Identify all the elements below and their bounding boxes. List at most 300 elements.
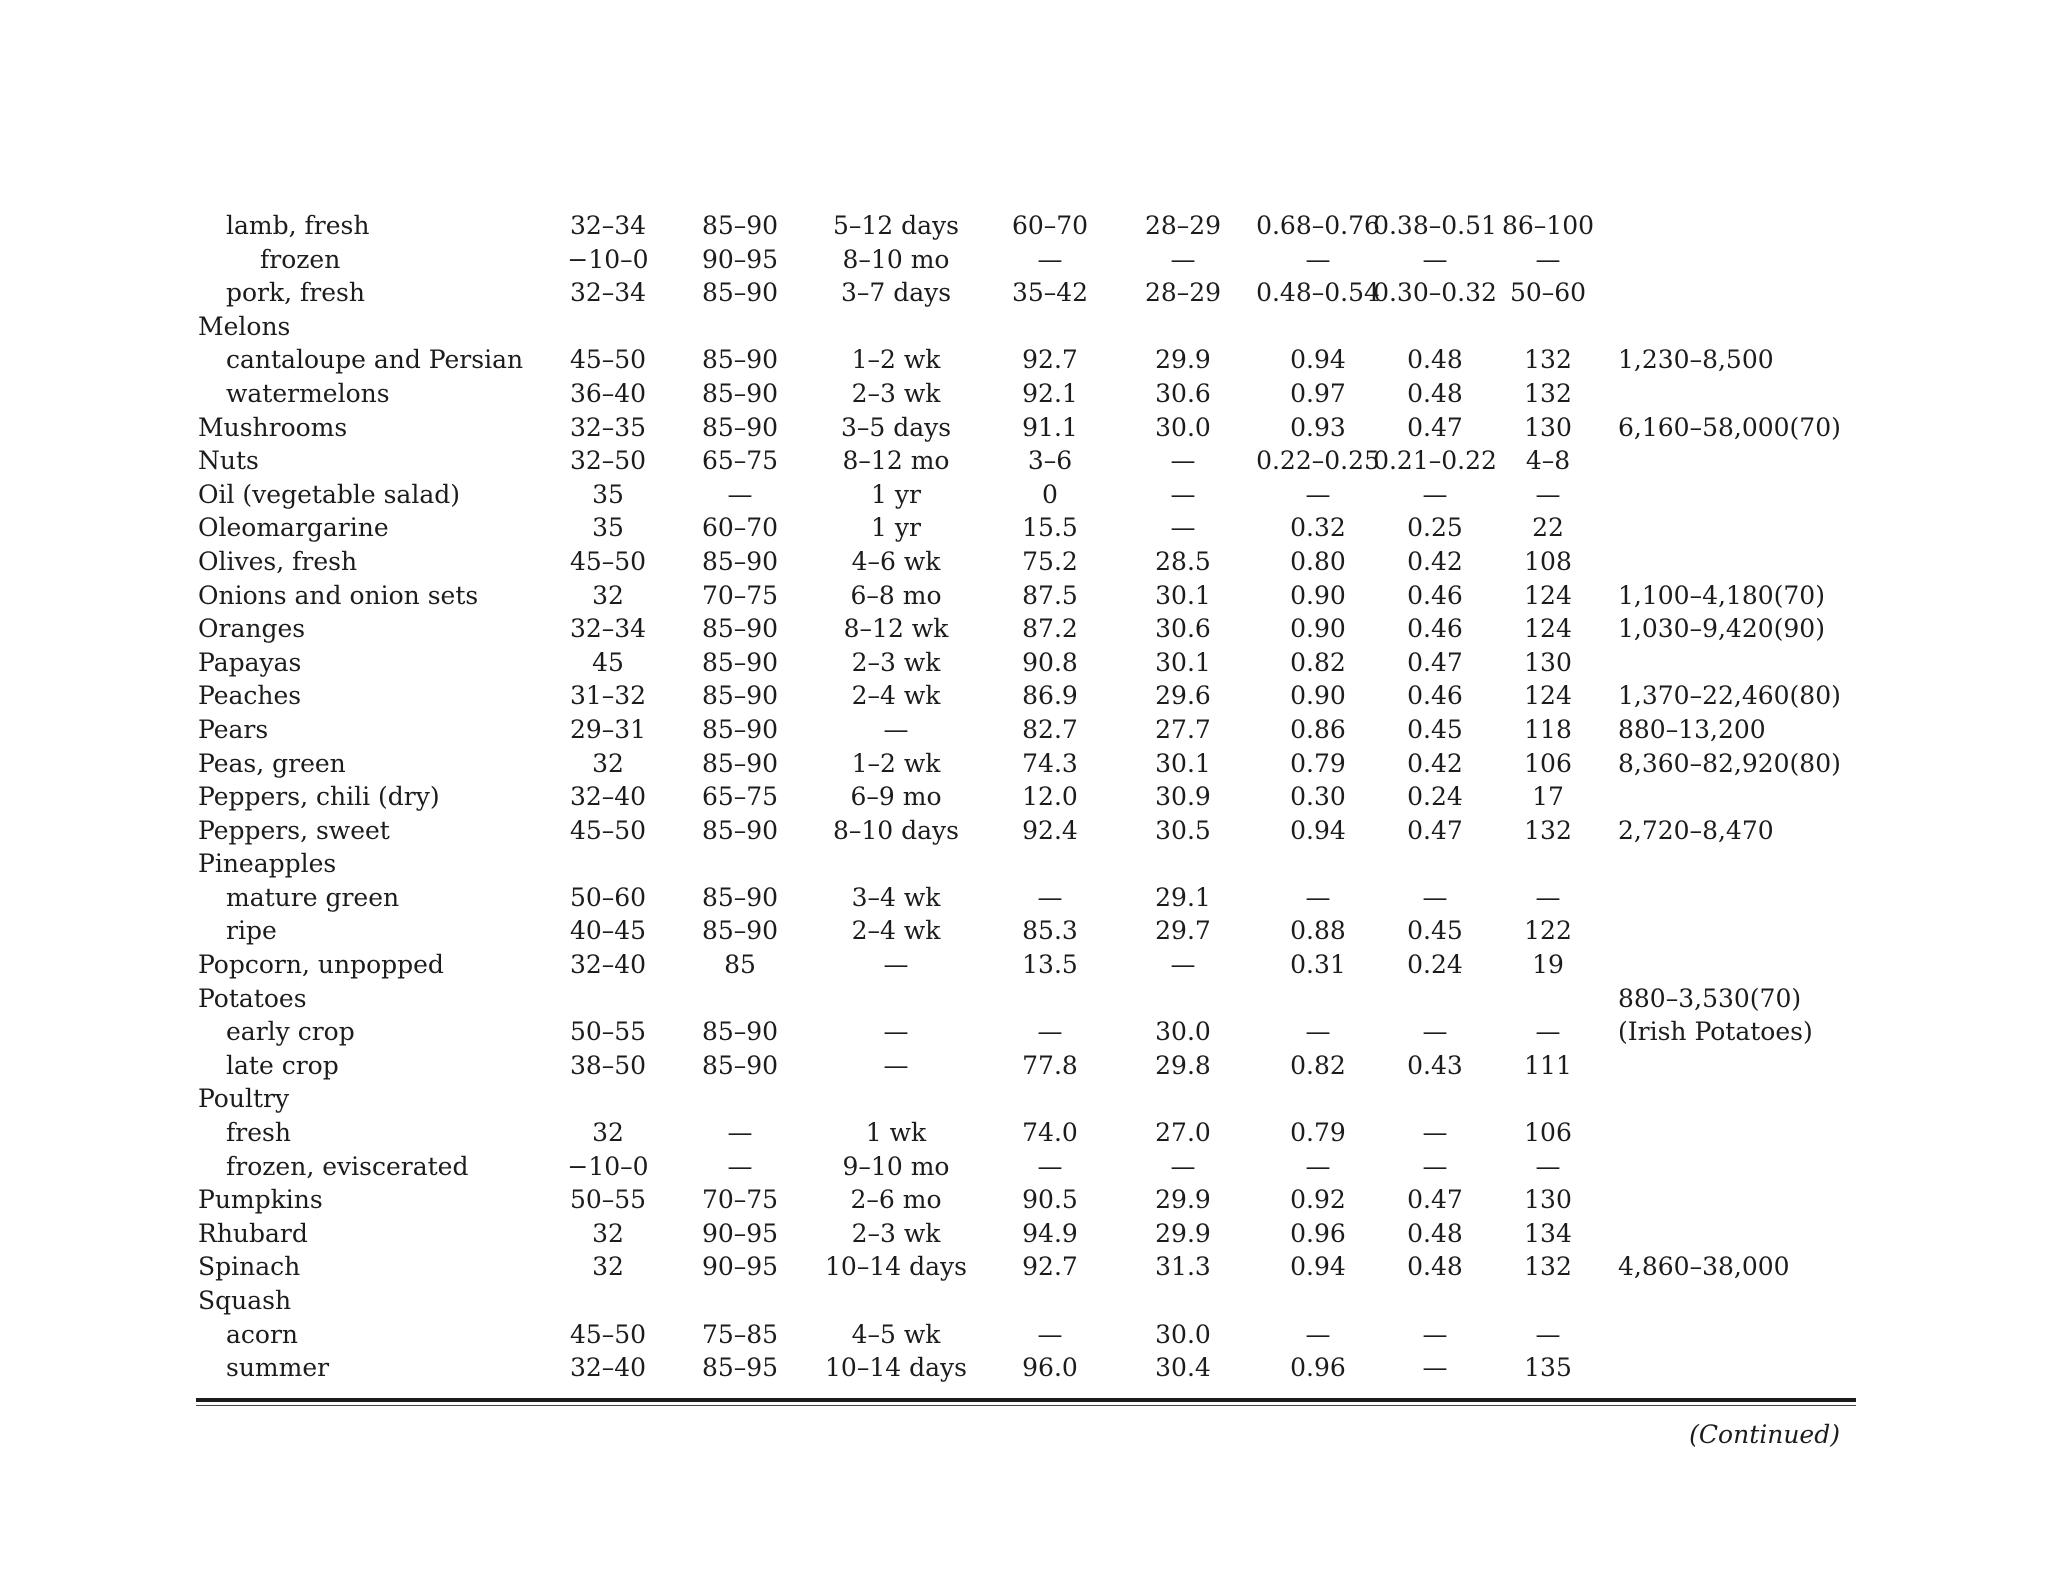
cell-specific-heat-below: — <box>1422 1017 1448 1047</box>
cell-freezing-point: — <box>1170 446 1196 476</box>
cell-freezing-point: 27.0 <box>1155 1118 1211 1148</box>
table-row <box>198 1318 1868 1352</box>
cell-latent-heat: 132 <box>1524 345 1572 375</box>
cell-specific-heat-above: 0.82 <box>1290 647 1346 677</box>
cell-specific-heat-below: 0.24 <box>1407 950 1463 980</box>
cell-storage-life: 9–10 mo <box>842 1151 950 1181</box>
cell-specific-heat-below: — <box>1422 244 1448 274</box>
cell-water-content: — <box>1037 1319 1063 1349</box>
cell-storage-temp: 35 <box>592 479 624 509</box>
cell-latent-heat: 132 <box>1524 1252 1572 1282</box>
cell-specific-heat-below: 0.46 <box>1407 580 1463 610</box>
cell-commodity-name: Peppers, sweet <box>198 815 390 845</box>
cell-commodity-name: Popcorn, unpopped <box>198 950 444 980</box>
cell-storage-temp: 50–55 <box>569 1185 647 1215</box>
cell-commodity-name: Nuts <box>198 446 259 476</box>
cell-storage-temp: 35 <box>592 513 624 543</box>
cell-water-content: 3–6 <box>1027 446 1073 476</box>
cell-specific-heat-below: 0.46 <box>1407 614 1463 644</box>
cell-commodity-name: Pineapples <box>198 849 337 879</box>
table-row <box>198 881 1868 915</box>
cell-latent-heat: — <box>1535 479 1561 509</box>
cell-latent-heat: 130 <box>1524 1185 1572 1215</box>
cell-commodity-name: Olives, fresh <box>198 546 358 576</box>
cell-storage-life: 1–2 wk <box>851 345 941 375</box>
cell-storage-temp: 32 <box>592 1118 624 1148</box>
cell-relative-humidity: 90–95 <box>701 1252 779 1282</box>
cell-specific-heat-below: 0.25 <box>1407 513 1463 543</box>
cell-water-content: 90.8 <box>1022 647 1078 677</box>
cell-specific-heat-below: — <box>1422 1319 1448 1349</box>
cell-storage-temp: 32–35 <box>569 412 647 442</box>
table-row <box>198 545 1868 579</box>
cell-water-content: 92.4 <box>1022 815 1078 845</box>
cell-specific-heat-above: — <box>1305 244 1331 274</box>
table-row <box>198 1183 1868 1217</box>
cell-specific-heat-above: 0.30 <box>1290 782 1346 812</box>
cell-respiration-heat: 880–3,530(70) <box>1618 983 1802 1013</box>
cell-latent-heat: 122 <box>1524 916 1572 946</box>
cell-specific-heat-below: 0.42 <box>1407 546 1463 576</box>
cell-latent-heat: 106 <box>1524 748 1572 778</box>
cell-storage-life: 8–10 days <box>832 815 960 845</box>
cell-latent-heat: 132 <box>1524 378 1572 408</box>
cell-storage-life: — <box>883 714 909 744</box>
cell-latent-heat: 4–8 <box>1525 446 1571 476</box>
cell-storage-temp: 31–32 <box>569 681 647 711</box>
cell-freezing-point: 29.9 <box>1155 345 1211 375</box>
cell-specific-heat-above: — <box>1305 1151 1331 1181</box>
cell-freezing-point: 30.1 <box>1155 580 1211 610</box>
cell-freezing-point: 28–29 <box>1144 278 1222 308</box>
cell-water-content: 87.5 <box>1022 580 1078 610</box>
cell-relative-humidity: 85–90 <box>701 916 779 946</box>
cell-latent-heat: 135 <box>1524 1353 1572 1383</box>
cell-specific-heat-above: 0.86 <box>1290 714 1346 744</box>
table-row <box>198 1351 1868 1385</box>
cell-commodity-name: cantaloupe and Persian <box>226 345 524 375</box>
cell-latent-heat: — <box>1535 1151 1561 1181</box>
cell-freezing-point: — <box>1170 950 1196 980</box>
table-row <box>198 444 1868 478</box>
cell-commodity-name: Poultry <box>198 1084 290 1114</box>
cell-specific-heat-below: 0.38–0.51 <box>1373 211 1497 240</box>
cell-water-content: 90.5 <box>1022 1185 1078 1215</box>
cell-specific-heat-above: 0.90 <box>1290 681 1346 711</box>
table-bottom-rule <box>196 1398 1856 1402</box>
cell-freezing-point: 28–29 <box>1144 211 1222 240</box>
cell-specific-heat-below: 0.45 <box>1407 714 1463 744</box>
cell-commodity-name: Melons <box>198 311 291 341</box>
cell-specific-heat-below: — <box>1422 1118 1448 1148</box>
cell-specific-heat-below: 0.43 <box>1407 1050 1463 1080</box>
cell-commodity-name: Spinach <box>198 1252 301 1282</box>
cell-storage-life: 3–5 days <box>840 412 952 442</box>
cell-specific-heat-below: 0.48 <box>1407 1218 1463 1248</box>
cell-commodity-name: late crop <box>226 1050 339 1080</box>
cell-water-content: — <box>1037 882 1063 912</box>
cell-freezing-point: 30.0 <box>1155 1017 1211 1047</box>
cell-specific-heat-above: — <box>1305 1319 1331 1349</box>
cell-storage-temp: 32–50 <box>569 446 647 476</box>
cell-relative-humidity: 70–75 <box>701 580 779 610</box>
cell-commodity-name: frozen, eviscerated <box>226 1151 469 1181</box>
cell-freezing-point: 30.6 <box>1155 378 1211 408</box>
table-row <box>198 1250 1868 1284</box>
cell-commodity-name: Pumpkins <box>198 1185 323 1215</box>
cell-storage-temp: 45 <box>592 647 624 677</box>
cell-storage-life: 10–14 days <box>825 1353 967 1383</box>
cell-storage-temp: 50–60 <box>569 882 647 912</box>
cell-specific-heat-above: — <box>1305 1017 1331 1047</box>
cell-water-content: 13.5 <box>1022 950 1078 980</box>
cell-commodity-name: lamb, fresh <box>226 211 370 240</box>
cell-storage-life: 4–6 wk <box>851 546 941 576</box>
cell-relative-humidity: 85–90 <box>701 815 779 845</box>
cell-storage-life: 6–8 mo <box>850 580 942 610</box>
cell-latent-heat: — <box>1535 1017 1561 1047</box>
cell-relative-humidity: 70–75 <box>701 1185 779 1215</box>
cell-storage-life: 2–3 wk <box>851 378 941 408</box>
cell-commodity-name: Squash <box>198 1286 292 1315</box>
cell-specific-heat-below: 0.47 <box>1407 815 1463 845</box>
cell-freezing-point: 31.3 <box>1155 1252 1211 1282</box>
cell-freezing-point: — <box>1170 479 1196 509</box>
cell-storage-life: — <box>883 1050 909 1080</box>
cell-relative-humidity: 85–90 <box>701 211 779 240</box>
table-row <box>198 1284 1868 1318</box>
table-row <box>198 1082 1868 1116</box>
table-row <box>198 814 1868 848</box>
cell-specific-heat-below: 0.42 <box>1407 748 1463 778</box>
cell-storage-life: 8–12 mo <box>842 446 950 476</box>
cell-water-content: 82.7 <box>1022 714 1078 744</box>
cell-latent-heat: 134 <box>1524 1218 1572 1248</box>
cell-storage-life: 2–4 wk <box>851 681 941 711</box>
cell-relative-humidity: — <box>727 1118 753 1148</box>
cell-relative-humidity: 60–70 <box>701 513 779 543</box>
table-row <box>198 1116 1868 1150</box>
table-row <box>198 209 1868 243</box>
cell-latent-heat: 86–100 <box>1501 211 1595 240</box>
cell-storage-temp: 36–40 <box>569 378 647 408</box>
cell-storage-life: 5–12 days <box>832 211 960 240</box>
cell-freezing-point: 30.4 <box>1155 1353 1211 1383</box>
cell-water-content: 92.7 <box>1022 1252 1078 1282</box>
cell-storage-temp: 40–45 <box>569 916 647 946</box>
cell-freezing-point: 29.9 <box>1155 1185 1211 1215</box>
cell-latent-heat: — <box>1535 882 1561 912</box>
cell-water-content: 85.3 <box>1022 916 1078 946</box>
cell-relative-humidity: — <box>727 479 753 509</box>
table-row <box>198 747 1868 781</box>
table-row <box>198 1015 1868 1049</box>
cell-specific-heat-below: 0.47 <box>1407 647 1463 677</box>
table-row <box>198 343 1868 377</box>
cell-water-content: — <box>1037 1151 1063 1181</box>
cell-commodity-name: acorn <box>226 1319 299 1349</box>
cell-relative-humidity: 85–90 <box>701 681 779 711</box>
cell-relative-humidity: 85–90 <box>701 278 779 308</box>
cell-specific-heat-below: — <box>1422 479 1448 509</box>
table-row <box>198 411 1868 445</box>
cell-storage-life: 1 wk <box>865 1118 927 1148</box>
continued-note: (Continued) <box>1689 1420 1840 1449</box>
cell-storage-temp: 50–55 <box>569 1017 647 1047</box>
cell-latent-heat: 17 <box>1532 782 1564 812</box>
cell-latent-heat: 22 <box>1532 513 1564 543</box>
cell-specific-heat-above: 0.48–0.54 <box>1256 278 1380 308</box>
cell-storage-temp: 45–50 <box>569 1319 647 1349</box>
cell-specific-heat-above: 0.82 <box>1290 1050 1346 1080</box>
cell-storage-life: 2–6 mo <box>850 1185 942 1215</box>
cell-water-content: 77.8 <box>1022 1050 1078 1080</box>
cell-storage-temp: 32–34 <box>569 614 647 644</box>
cell-commodity-name: summer <box>226 1353 330 1383</box>
cell-respiration-heat: 1,030–9,420(90) <box>1618 614 1825 644</box>
table-row <box>198 579 1868 613</box>
cell-freezing-point: 30.6 <box>1155 614 1211 644</box>
cell-water-content: 35–42 <box>1011 278 1089 308</box>
cell-relative-humidity: 85–90 <box>701 748 779 778</box>
cell-water-content: 92.7 <box>1022 345 1078 375</box>
cell-freezing-point: — <box>1170 513 1196 543</box>
cell-storage-life: 6–9 mo <box>850 782 942 812</box>
cell-storage-life: 2–3 wk <box>851 647 941 677</box>
cell-latent-heat: 108 <box>1524 546 1572 576</box>
cell-water-content: 75.2 <box>1022 546 1078 576</box>
cell-specific-heat-above: 0.90 <box>1290 580 1346 610</box>
cell-freezing-point: — <box>1170 244 1196 274</box>
cell-water-content: — <box>1037 244 1063 274</box>
cell-respiration-heat: 6,160–58,000(70) <box>1618 412 1841 442</box>
cell-storage-temp: 45–50 <box>569 546 647 576</box>
cell-storage-life: 10–14 days <box>825 1252 967 1282</box>
table-row <box>198 377 1868 411</box>
cell-specific-heat-above: 0.31 <box>1290 950 1346 980</box>
table-row <box>198 1049 1868 1083</box>
table-row <box>198 612 1868 646</box>
cell-freezing-point: 30.5 <box>1155 815 1211 845</box>
cell-respiration-heat: 2,720–8,470 <box>1618 815 1774 845</box>
cell-commodity-name: mature green <box>226 882 400 912</box>
cell-water-content: 0 <box>1042 479 1058 509</box>
cell-storage-life: 8–12 wk <box>843 614 949 644</box>
cell-relative-humidity: 65–75 <box>701 446 779 476</box>
cell-storage-life: — <box>883 1017 909 1047</box>
cell-specific-heat-above: 0.94 <box>1290 1252 1346 1282</box>
cell-latent-heat: 124 <box>1524 580 1572 610</box>
table-row <box>198 310 1868 344</box>
cell-specific-heat-above: — <box>1305 882 1331 912</box>
cell-storage-temp: −10–0 <box>567 244 649 274</box>
cell-commodity-name: ripe <box>226 916 277 946</box>
table-row <box>198 243 1868 277</box>
table-row <box>198 1217 1868 1251</box>
cell-latent-heat: 130 <box>1524 412 1572 442</box>
cell-specific-heat-above: — <box>1305 479 1331 509</box>
cell-freezing-point: 30.0 <box>1155 412 1211 442</box>
cell-specific-heat-below: 0.47 <box>1407 1185 1463 1215</box>
cell-commodity-name: fresh <box>226 1118 291 1148</box>
cell-storage-temp: 32–40 <box>569 782 647 812</box>
cell-water-content: 92.1 <box>1022 378 1078 408</box>
cell-water-content: 74.0 <box>1022 1118 1078 1148</box>
cell-freezing-point: 27.7 <box>1155 714 1211 744</box>
cell-storage-temp: 32–40 <box>569 950 647 980</box>
cell-relative-humidity: 85–90 <box>701 714 779 744</box>
cell-commodity-name: early crop <box>226 1017 355 1047</box>
cell-latent-heat: 124 <box>1524 681 1572 711</box>
cell-storage-temp: 32–40 <box>569 1353 647 1383</box>
cell-storage-life: 8–10 mo <box>842 244 950 274</box>
cell-commodity-name: Oranges <box>198 614 306 644</box>
cell-storage-life: 1 yr <box>871 513 921 543</box>
cell-storage-temp: 29–31 <box>569 714 647 744</box>
cell-specific-heat-above: 0.79 <box>1290 1118 1346 1148</box>
cell-specific-heat-below: 0.46 <box>1407 681 1463 711</box>
cell-specific-heat-below: 0.24 <box>1407 782 1463 812</box>
cell-latent-heat: 111 <box>1524 1050 1572 1080</box>
cell-storage-temp: 32 <box>592 1252 624 1282</box>
cell-specific-heat-above: 0.94 <box>1290 345 1346 375</box>
cell-relative-humidity: 85 <box>724 950 756 980</box>
cell-latent-heat: 19 <box>1532 950 1564 980</box>
cell-relative-humidity: 75–85 <box>701 1319 779 1349</box>
cell-specific-heat-below: — <box>1422 882 1448 912</box>
cell-commodity-name: Papayas <box>198 647 302 677</box>
cell-freezing-point: 30.1 <box>1155 647 1211 677</box>
cell-freezing-point: 30.9 <box>1155 782 1211 812</box>
cell-specific-heat-above: 0.92 <box>1290 1185 1346 1215</box>
table-row <box>198 646 1868 680</box>
cell-storage-temp: 32 <box>592 748 624 778</box>
cell-water-content: 96.0 <box>1022 1353 1078 1383</box>
cell-commodity-name: Peaches <box>198 681 302 711</box>
table-row <box>198 948 1868 982</box>
cell-storage-life: — <box>883 950 909 980</box>
cell-latent-heat: 132 <box>1524 815 1572 845</box>
cell-relative-humidity: 85–90 <box>701 546 779 576</box>
cell-specific-heat-above: 0.97 <box>1290 378 1346 408</box>
table-row <box>198 1150 1868 1184</box>
cell-respiration-heat: 1,230–8,500 <box>1618 345 1774 375</box>
cell-relative-humidity: 90–95 <box>701 244 779 274</box>
cell-storage-life: 2–4 wk <box>851 916 941 946</box>
cell-specific-heat-below: — <box>1422 1151 1448 1181</box>
cell-storage-temp: 38–50 <box>569 1050 647 1080</box>
table-row <box>198 276 1868 310</box>
cell-commodity-name: Onions and onion sets <box>198 580 479 610</box>
table-row <box>198 780 1868 814</box>
cell-latent-heat: 118 <box>1524 714 1572 744</box>
cell-commodity-name: Potatoes <box>198 983 307 1013</box>
cell-water-content: 12.0 <box>1022 782 1078 812</box>
cell-relative-humidity: 85–90 <box>701 1017 779 1047</box>
cell-freezing-point: 29.9 <box>1155 1218 1211 1248</box>
cell-freezing-point: — <box>1170 1151 1196 1181</box>
cell-water-content: 60–70 <box>1011 211 1089 240</box>
cell-freezing-point: 29.8 <box>1155 1050 1211 1080</box>
cell-relative-humidity: 85–95 <box>701 1353 779 1383</box>
cell-freezing-point: 29.7 <box>1155 916 1211 946</box>
cell-specific-heat-above: 0.80 <box>1290 546 1346 576</box>
cell-commodity-name: Peas, green <box>198 748 346 778</box>
cell-relative-humidity: 85–90 <box>701 345 779 375</box>
cell-relative-humidity: 85–90 <box>701 1050 779 1080</box>
cell-commodity-name: Peppers, chili (dry) <box>198 782 440 812</box>
cell-latent-heat: — <box>1535 1319 1561 1349</box>
cell-water-content: — <box>1037 1017 1063 1047</box>
cell-water-content: 91.1 <box>1022 412 1078 442</box>
cell-specific-heat-above: 0.22–0.25 <box>1256 446 1380 476</box>
cell-storage-temp: 45–50 <box>569 345 647 375</box>
cell-storage-temp: −10–0 <box>567 1151 649 1181</box>
cell-storage-temp: 32–34 <box>569 278 647 308</box>
cell-storage-temp: 32–34 <box>569 211 647 240</box>
cell-storage-life: 3–4 wk <box>851 882 941 912</box>
cell-specific-heat-below: 0.45 <box>1407 916 1463 946</box>
table-row <box>198 511 1868 545</box>
cell-freezing-point: 29.1 <box>1155 882 1211 912</box>
cell-respiration-heat: 1,100–4,180(70) <box>1618 580 1825 610</box>
cell-specific-heat-above: 0.93 <box>1290 412 1346 442</box>
cell-relative-humidity: 65–75 <box>701 782 779 812</box>
cell-commodity-name: Oil (vegetable salad) <box>198 479 460 509</box>
cell-respiration-heat: (Irish Potatoes) <box>1618 1017 1813 1047</box>
table-row <box>198 679 1868 713</box>
cell-commodity-name: Rhubard <box>198 1218 308 1248</box>
cell-specific-heat-below: 0.48 <box>1407 1252 1463 1282</box>
cell-latent-heat: 106 <box>1524 1118 1572 1148</box>
cell-commodity-name: frozen <box>260 244 341 274</box>
cell-specific-heat-above: 0.90 <box>1290 614 1346 644</box>
cell-specific-heat-above: 0.68–0.76 <box>1256 211 1380 240</box>
cell-commodity-name: Mushrooms <box>198 412 348 442</box>
cell-water-content: 87.2 <box>1022 614 1078 644</box>
cell-water-content: 74.3 <box>1022 748 1078 778</box>
cell-freezing-point: 30.0 <box>1155 1319 1211 1349</box>
cell-relative-humidity: 85–90 <box>701 882 779 912</box>
cell-storage-life: 1–2 wk <box>851 748 941 778</box>
cell-respiration-heat: 4,860–38,000 <box>1618 1252 1790 1282</box>
cell-storage-temp: 45–50 <box>569 815 647 845</box>
cell-storage-life: 3–7 days <box>840 278 952 308</box>
cell-specific-heat-below: 0.21–0.22 <box>1373 446 1497 476</box>
cell-storage-life: 1 yr <box>871 479 921 509</box>
cell-respiration-heat: 8,360–82,920(80) <box>1618 748 1841 778</box>
cell-latent-heat: 124 <box>1524 614 1572 644</box>
cell-commodity-name: Oleomargarine <box>198 513 389 543</box>
cell-specific-heat-below: 0.48 <box>1407 345 1463 375</box>
cell-relative-humidity: 90–95 <box>701 1218 779 1248</box>
table-row <box>198 713 1868 747</box>
table-row <box>198 847 1868 881</box>
cell-specific-heat-below: 0.47 <box>1407 412 1463 442</box>
cell-freezing-point: 30.1 <box>1155 748 1211 778</box>
cell-specific-heat-above: 0.79 <box>1290 748 1346 778</box>
cell-storage-life: 4–5 wk <box>851 1319 941 1349</box>
cell-storage-temp: 32 <box>592 580 624 610</box>
cell-freezing-point: 28.5 <box>1155 546 1211 576</box>
cell-storage-temp: 32 <box>592 1218 624 1248</box>
cell-storage-life: 2–3 wk <box>851 1218 941 1248</box>
table-row <box>198 982 1868 1016</box>
cell-specific-heat-above: 0.32 <box>1290 513 1346 543</box>
table-row <box>198 914 1868 948</box>
cell-relative-humidity: 85–90 <box>701 647 779 677</box>
cell-relative-humidity: 85–90 <box>701 614 779 644</box>
